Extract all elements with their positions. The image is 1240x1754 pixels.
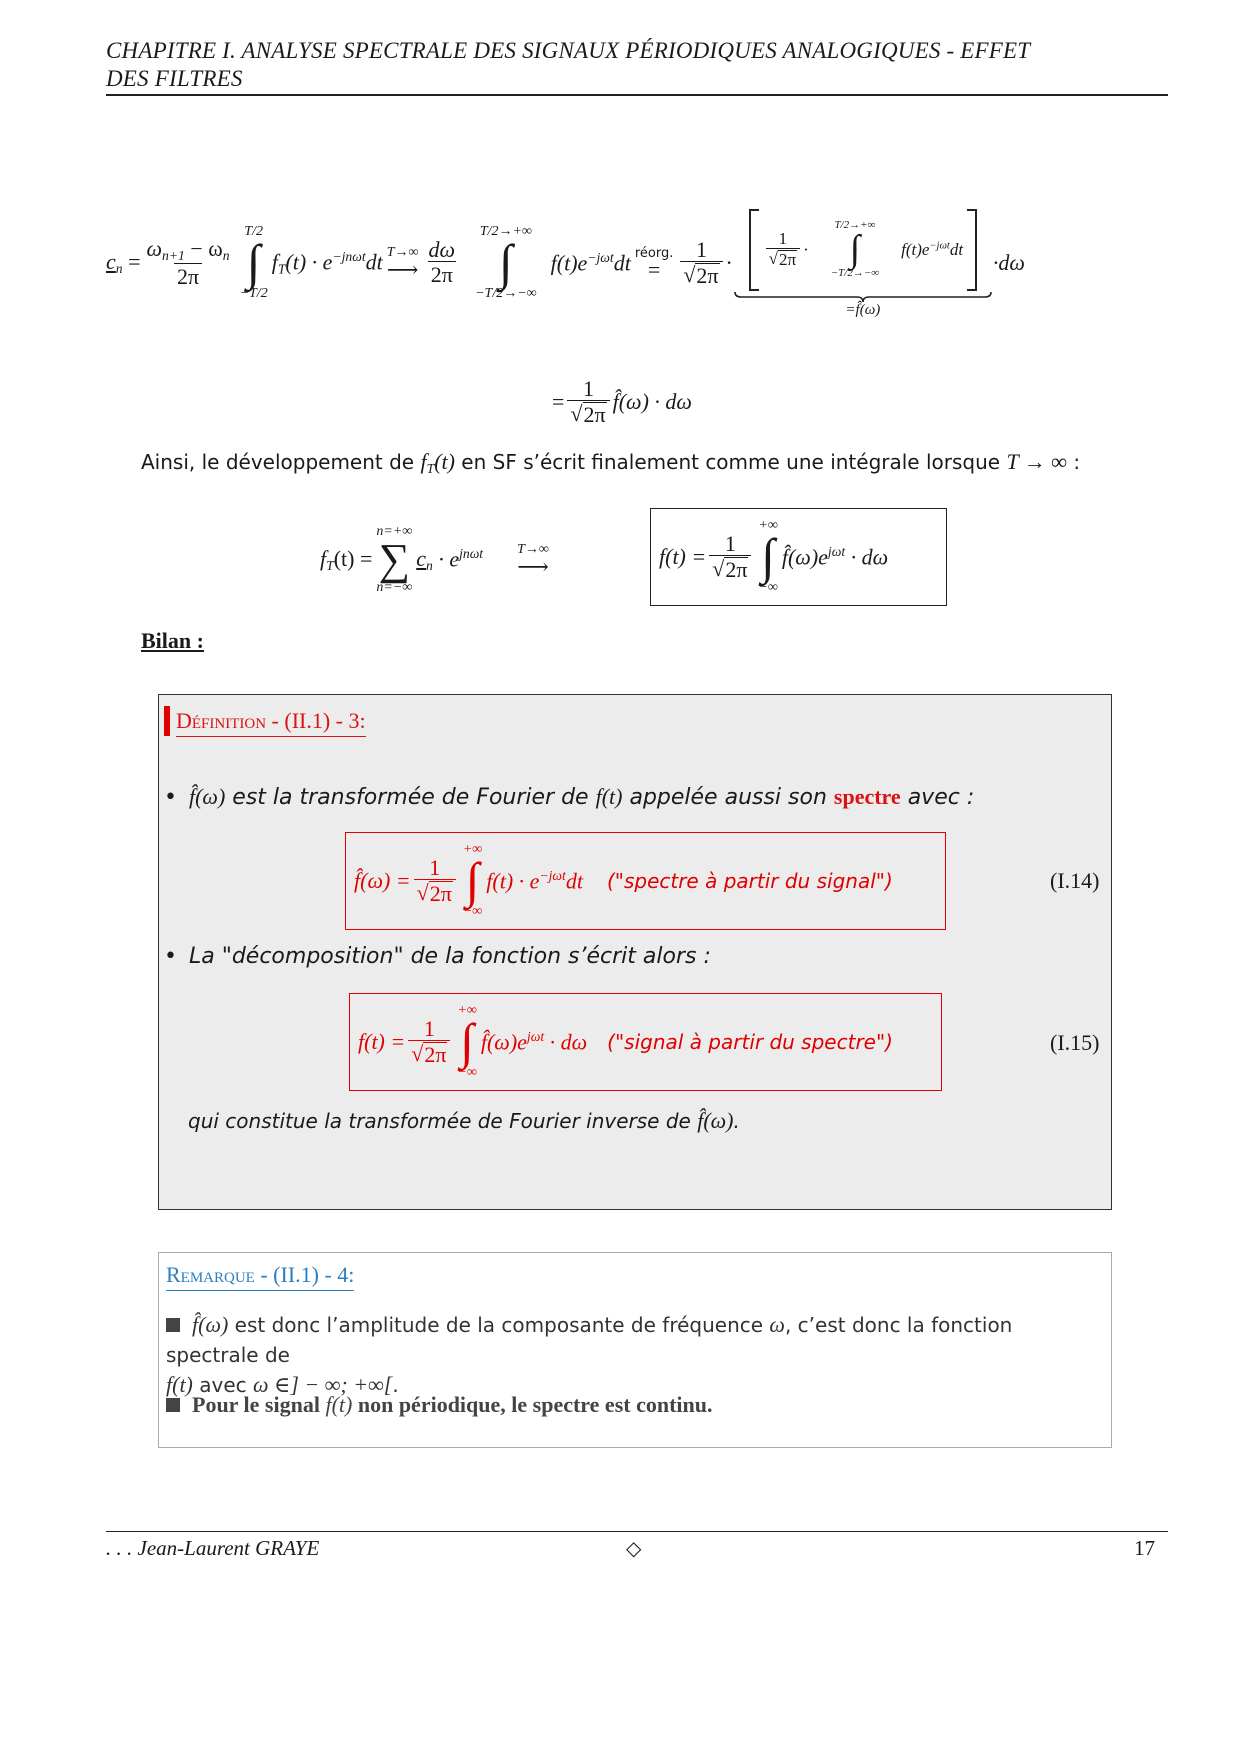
equation-series-to-integral <box>320 514 583 606</box>
square-bullet-icon <box>166 1398 180 1412</box>
eq1-reorg-equals: réorg. = <box>634 245 674 282</box>
eq3-lhs: $f_T(t)$ = <box>320 545 373 574</box>
eq1-frac-domega: $\frac{d\omega}{2\pi}$ <box>428 237 456 288</box>
definition-marker <box>164 706 170 736</box>
remark-title: Remarque - (II.1) - 4: <box>166 1262 354 1291</box>
eq3-term: $c_n \cdot e^{jn\omega t}$ <box>416 545 484 574</box>
underbrace <box>733 291 993 303</box>
equation-inverse-fourier-box: f(t) = 1 √ 2π +∞ ∫ −∞ $f̂(\omega)e^{j\omega t} \cdot d\omega$ ("signal à partir du spectre") <box>349 993 942 1091</box>
definition-bullet-1: • f̂(ω) est la transformée de Fourier de f(t) appelée aussi son spectre avec : <box>164 784 975 810</box>
remark-item-2: Pour le signal f(t) non périodique, le spectre est continu. <box>166 1392 713 1418</box>
running-header <box>106 37 1166 93</box>
eq1-integral-2: T/2→+∞ ∫ −T/2→−∞ <box>475 224 537 301</box>
page-number: 17 <box>1134 1536 1155 1560</box>
remark-item-1: f̂(ω) est donc l’amplitude de la composante de fréquence ω, c’est donc la fonction spectrale de f(t) avec ω ∈] − ∞; +∞[. <box>166 1312 1013 1397</box>
square-bullet-icon <box>166 1318 180 1332</box>
definition-title: Définition - (II.1) - 3: <box>176 708 366 737</box>
boxed-inverse-fourier: f(t) = 1 √ 2π +∞ ∫ −∞ $f̂(\omega)e^{j\omega t} \cdot d\omega$ <box>650 508 947 606</box>
eq1-limit-arrow: T→∞ ⟶ <box>386 245 419 283</box>
equation-cn-derivation: $c_n$ = $\frac{\omega_{n+1} - \omega_n}{2\pi}$ T/2 ∫ −T/2 $f_T(t) \cdot e^{-jn\omega t}dt$ T→∞ ⟶ $\frac{d\omega}{2\pi}$ T/2→+∞ ∫ −T/2→−∞ $f(t)e^{-j\omega t}dt$ réorg. = 1 √ 2π · 1 √ 2π · T/2→+∞ ∫ −T/2→−∞ $f(t)e^{-j\omega t}dt$ =f̂(ω) ·dω <box>106 208 1025 318</box>
eq3-limit-arrow: T→∞ ⟶ <box>517 542 549 580</box>
diamond-icon: ◇ <box>626 1538 642 1560</box>
eq1-integrand-1: $f_T(t) \cdot e^{-jn\omega t}dt$ <box>271 248 383 277</box>
definition-closing-text: qui constitue la transformée de Fourier inverse de f̂(ω). <box>188 1108 740 1133</box>
eq1-bracket-group: 1 √ 2π · T/2→+∞ ∫ −T/2→−∞ $f(t)e^{-j\omega t}dt$ =f̂(ω) <box>733 209 993 318</box>
paragraph-fourier-integral: Ainsi, le développement de $f_T(t)$ en SF s’écrit finalement comme une intégrale lorsque T → ∞ : <box>141 449 1081 477</box>
footer-author: . . . Jean-Laurent GRAYE <box>106 1536 320 1560</box>
eq2-frac: 1 √ 2π <box>567 377 609 427</box>
eq1-integral-1: T/2 ∫ −T/2 <box>239 224 268 301</box>
eq1-integrand-2: $f(t)e^{-j\omega t}dt$ <box>550 249 631 276</box>
equation-fourier-transform-box: f̂(ω) = 1 √ 2π +∞ ∫ −∞ $f(t) \cdot e^{-j\omega t}dt$ ("spectre à partir du signal") <box>345 832 946 930</box>
header-rule <box>106 94 1168 96</box>
definition-bullet-2: • La "décomposition" de la fonction s’écrit alors : <box>164 944 711 969</box>
equation-fourier-limit: = 1 √ 2π f̂(ω) · dω <box>552 375 692 427</box>
equation-number-1-14: (I.14) <box>1050 868 1100 893</box>
eq1-frac-omega: $\frac{\omega_{n+1} - \omega_n}{2\pi}$ <box>146 235 230 290</box>
footer-rule <box>106 1531 1168 1532</box>
equation-number-1-15: (I.15) <box>1050 1030 1100 1055</box>
eq3-sum: n=+∞ ∑ n=−∞ <box>376 524 413 595</box>
eq1-lhs: $c_n$ = <box>106 248 141 277</box>
eq1-tail: ·dω <box>992 250 1025 275</box>
header-line-2: DES FILTRES <box>106 66 243 91</box>
bilan-heading: Bilan : <box>141 628 204 653</box>
eq1-frac-sqrt: 1 √ 2π <box>680 238 722 288</box>
header-line-1: CHAPITRE I. ANALYSE SPECTRALE DES SIGNAUX PÉRIODIQUES ANALOGIQUES - EFFET <box>106 38 1031 63</box>
eq2-rest: f̂(ω) · dω <box>612 389 692 414</box>
underbrace-label: =f̂(ω) <box>845 301 881 318</box>
